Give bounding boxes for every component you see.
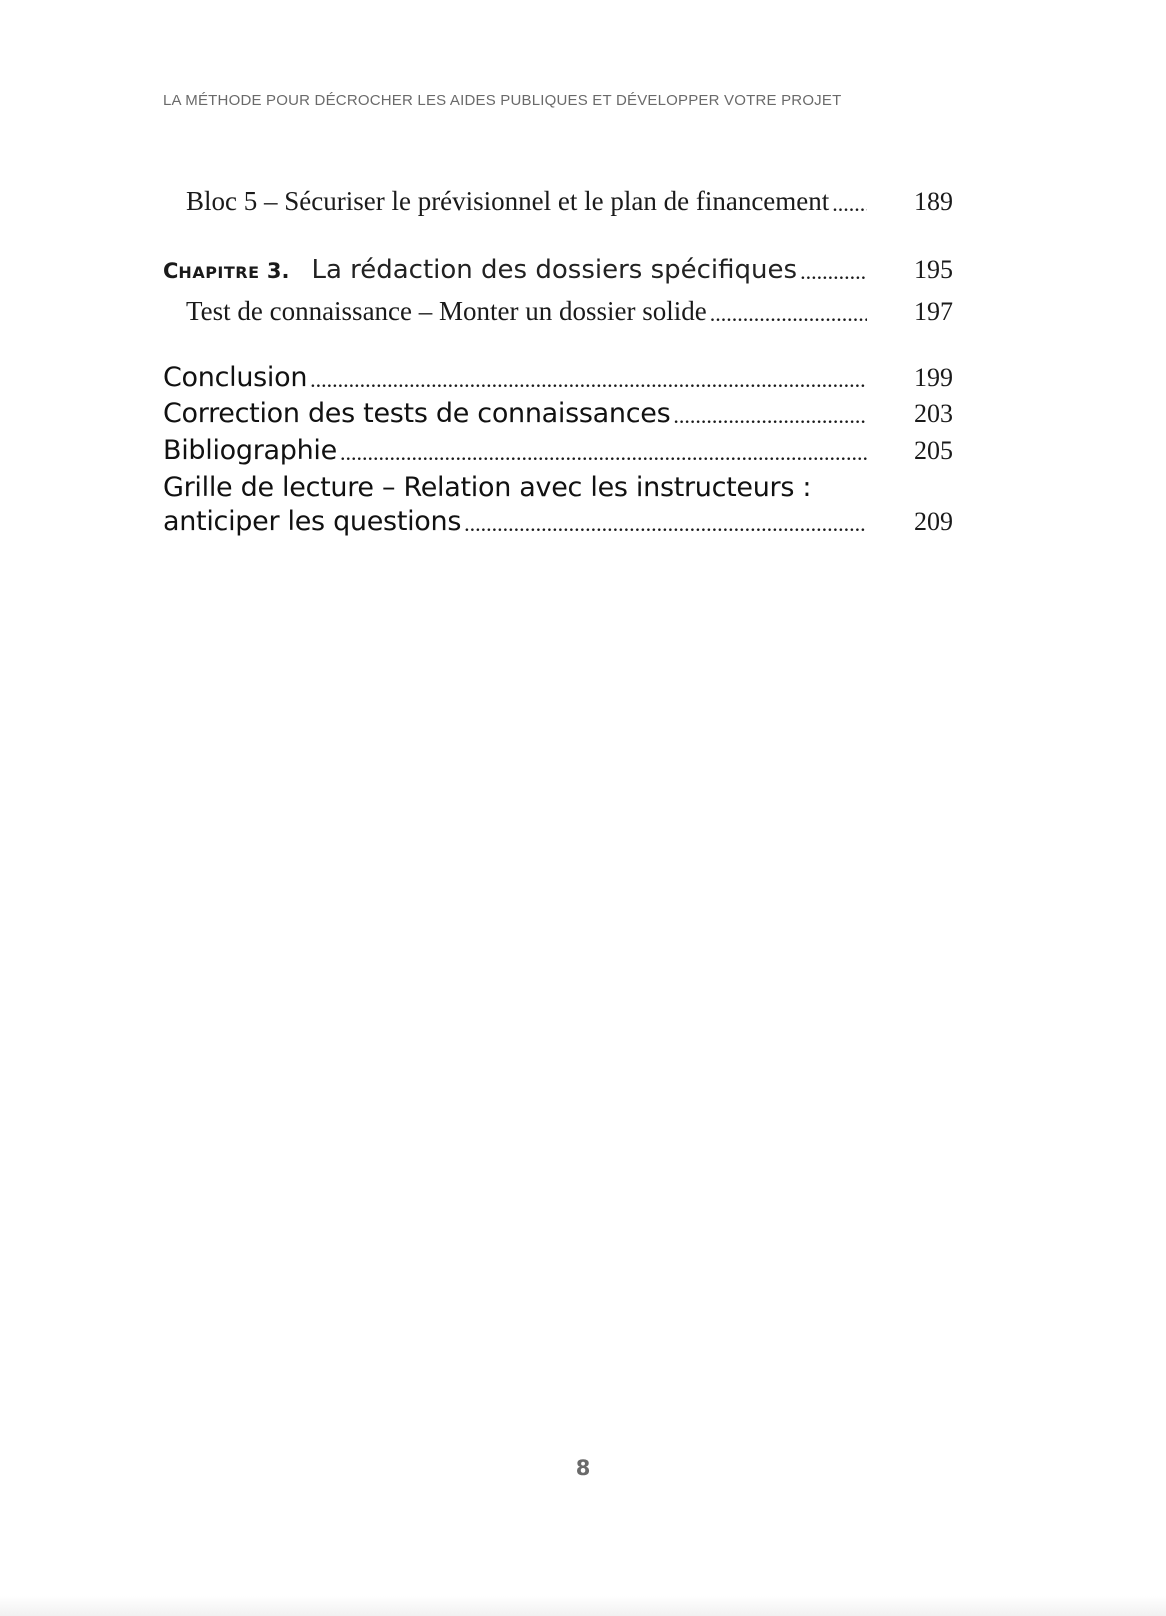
toc-entry-conclusion[interactable] — [163, 362, 953, 393]
toc-entry-title: Correction des tests de connaissances — [163, 398, 671, 429]
toc-entry-title: Bibliographie — [163, 435, 337, 466]
toc-entry-title-continued: anticiper les questions — [163, 506, 462, 537]
toc-leader-dots — [310, 362, 867, 393]
toc-entry-title: Bloc 5 – Sécuriser le prévisionnel et le plan de financement — [186, 186, 830, 216]
toc-page-number: 203 — [914, 399, 953, 428]
toc-leader-dots — [673, 398, 867, 429]
toc-entry-title: Test de connaissance – Monter un dossier solide — [186, 296, 707, 326]
page-edge-shadow — [0, 1596, 1166, 1616]
toc-entry-correction[interactable] — [163, 398, 953, 429]
running-header: LA MÉTHODE POUR DÉCROCHER LES AIDES PUBLIQUES ET DÉVELOPPER VOTRE PROJET — [163, 92, 842, 109]
toc-leader-dots — [340, 435, 867, 466]
toc-leader-dots — [464, 506, 867, 537]
toc-entry-bloc5[interactable] — [186, 186, 953, 217]
toc-entry-test[interactable] — [186, 296, 953, 327]
page-number: 8 — [575, 1456, 591, 1480]
toc-page-number: 189 — [914, 187, 953, 216]
toc-entry-title: La rédaction des dossiers spécifiques — [311, 255, 798, 285]
toc-leader-dots — [800, 254, 867, 285]
toc-entry-title: Grille de lecture – Relation avec les instructeurs : — [163, 472, 812, 503]
toc-leader-dots — [832, 186, 867, 217]
toc-entry-bibliographie[interactable] — [163, 435, 953, 466]
toc-leader-dots — [710, 296, 867, 327]
toc-page-number: 199 — [914, 363, 953, 392]
toc-page-number: 205 — [914, 436, 953, 465]
toc-entry-grille-line-2[interactable] — [163, 506, 953, 537]
toc-page-number: 197 — [914, 297, 953, 326]
toc-entry-title: Conclusion — [163, 362, 308, 393]
toc-entry-chapter-3[interactable] — [163, 254, 953, 285]
toc-page-number: 209 — [914, 507, 953, 536]
chapter-label: CHAPITRE 3. — [163, 259, 290, 283]
toc-entry-grille-line-1[interactable] — [163, 472, 953, 503]
toc-page-number: 195 — [914, 255, 953, 284]
